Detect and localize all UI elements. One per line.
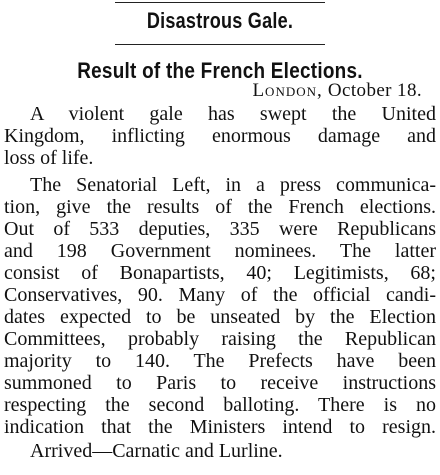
body-line: Arrived—Carnatic and Lurline.: [30, 440, 283, 462]
body-line: and 198 Government nominees. The latter: [4, 240, 436, 262]
dateline: [252, 80, 422, 102]
body-line: dates expected to be unseated by the Election: [4, 306, 436, 328]
dateline-date: October 18.: [327, 80, 422, 101]
body-line: A violent gale has swept the United: [30, 103, 436, 125]
dateline-place: London,: [252, 80, 323, 101]
body-line: Committees, probably raising the Republican: [4, 328, 436, 350]
middle-rule: [115, 44, 325, 45]
headline-disastrous-gale: Disastrous Gale.: [146, 8, 294, 33]
body-line: summoned to Paris to receive instructions: [4, 372, 436, 394]
body-line: Kingdom, inflicting enormous damage and: [4, 125, 436, 147]
body-line: The Senatorial Left, in a press communica-: [30, 174, 436, 196]
top-rule: [115, 2, 325, 3]
body-line: respecting the second balloting. There is no: [4, 394, 436, 416]
body-line: consist of Bonapartists, 40; Legitimists, 68;: [4, 262, 436, 284]
body-line: Out of 533 deputies, 335 were Republicans: [4, 218, 436, 240]
body-line: indication that the Ministers intend to resign.: [4, 416, 436, 438]
headline-french-elections: Result of the French Elections.: [77, 58, 363, 83]
body-line: loss of life.: [4, 147, 94, 169]
body-line: majority to 140. The Prefects have been: [4, 350, 436, 372]
body-line: tion, give the results of the French elections.: [4, 196, 436, 218]
body-line: Conservatives, 90. Many of the official candi-: [4, 284, 436, 306]
